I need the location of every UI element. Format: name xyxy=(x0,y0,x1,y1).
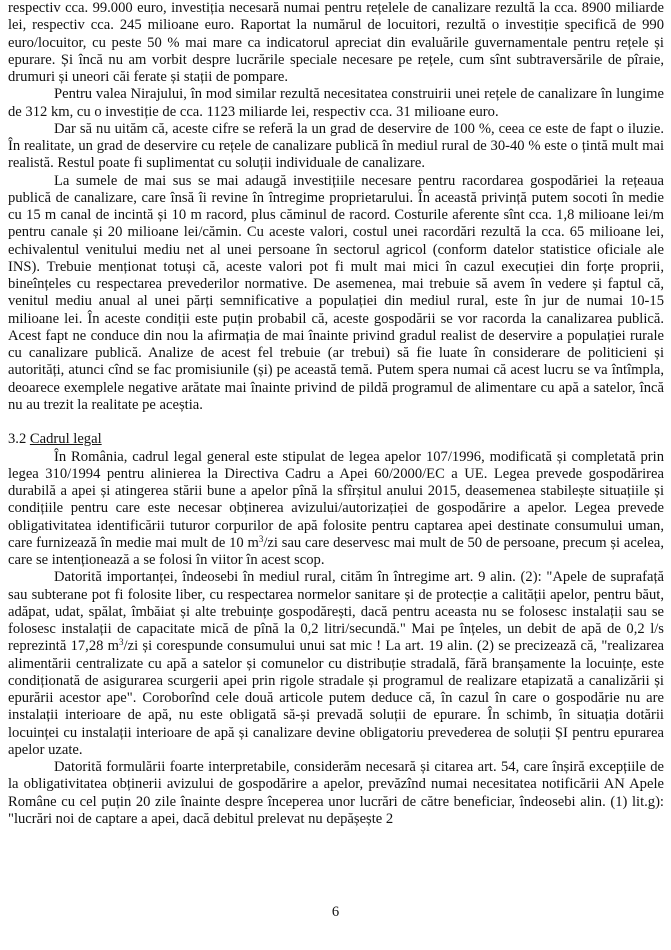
superscript: 3 xyxy=(258,533,264,544)
paragraph-niraj-valley: Pentru valea Nirajului, în mod similar rezultă necesitatea construirii unei rețele de canalizare în lungime de 312 km, cu o investiție de cca. 1123 miliarde lei, respectiv cca. 31 milioane euro. xyxy=(8,86,664,120)
paragraph-legal-framework xyxy=(8,449,664,570)
page-number: 6 xyxy=(331,904,340,920)
superscript: 3 xyxy=(119,637,124,648)
paragraph-article-9 xyxy=(8,569,664,759)
article-text-part: /zi și corespunde consumului unui sat mic ! La art. 19 alin. (2) se precizează că, "realizarea alimentării centralizate cu apă a satelor și comunelor cu distribuție stradală, fără branșamente la locuințe, este condiționată de asigurarea scurgerii apei prin rigole stradale și programul de realizare etapizată a canalizării și epurării acestor ape". Coroborînd cele două articole putem deduce că, în cazul în care o gospodărie nu are instalații interioare de apă, nu este obligată să-și prevadă soluții de epurare. În schimb, în situația dotării locuinței cu instalații interioare de apă și canalizare devine obligatoriu prevederea de soluții ȘI pentru epurarea apelor uzate. xyxy=(8,638,664,758)
article-text-part: Datorită importanței, îndeosebi în mediul rural, cităm în întregime art. 9 alin. (2): "Apele de suprafață sau subterane pot fi folosite liber, cu respectarea normelor sanitare și de protecție a calității apelor, pentru băut, adăpat, udat, spălat, îmbăiat și alte trebuințe gospodărești, dacă pentru aceasta nu se folosesc instalații sau se folosesc instalații de capacitate mică de pînă la 0,2 litri/secundă." Mai pe înțeles, un debit de apă de 0,2 l/s reprezintă 17,28 m xyxy=(8,569,664,655)
legal-text-part: /zi sau care deservesc mai mult de 50 de persoane, precum și acelea, care se intenționează a se folosi în viitor în acest scop. xyxy=(8,534,664,568)
document-page xyxy=(8,0,664,828)
paragraph-spacer xyxy=(8,414,664,431)
section-number: 3.2 xyxy=(8,431,27,448)
paragraph-household-connection: La sumele de mai sus se mai adaugă investițiile necesare pentru racordarea gospodăriei la rețeaua publică de canalizare, care însă îi revine în întregime proprietarului. În această privință putem socoti în medie cu 15 m canal de incintă și 10 m racord, plus căminul de racord. Costurile aferente sînt cca. 1,8 milioane lei/m pentru canale și 20 milioane lei/cămin. Cu aceste valori, costul unei racordări rezultă la cca. 65 milioane lei, echivalentul venitului mediu net al unei persoane în sectorul agricol (conform datelor statistice oficiale ale INS). Trebuie menționat totuși că, aceste valori pot fi mult mai mici în cazul execuției din forțe proprii, bineînțeles cu respectarea prevederilor normative. De asemenea, mai trebuie să avem în vedere și faptul că, venitul mediu anual al unei părți semnificative a populației din mediul rural, este în jur de numai 10-15 milioane lei. În aceste condiții este puțin probabil că, aceste gospodării se vor racorda la canalizarea publică. Acest fapt ne conduce din nou la afirmația de mai înainte privind gradul realist de deservire a populației rurale cu canalizare publică. Analize de acest fel trebuie (ar trebui) să fie luate în considerare de politicieni și autorități, atunci cînd se fac promisiunile (și) pe această temă. Putem spera numai că acest lucru se va întîmpla, deoarece exemplele negative arătate mai înainte privind de pildă programul de alimentare cu apă a satelor, încă nu au trezit la realitate pe aceștia. xyxy=(8,172,664,413)
paragraph-service-degree: Dar să nu uităm că, aceste cifre se referă la un grad de deservire de 100 %, ceea ce este de fapt o iluzie. În realitate, un grad de deservire cu rețele de canalizare publică în mediul rural de 30-40 % este o țintă mult mai realistă. Restul poate fi suplimentat cu soluții individuale de canalizare. xyxy=(8,120,664,172)
section-title: Cadrul legal xyxy=(29,431,102,448)
legal-text-part: În România, cadrul legal general este stipulat de legea apelor 107/1996, modificată și completată prin legea 310/1994 pentru alinierea la Directiva Cadru a Apei 60/2000/EC a UE. Legea prevede gospodărirea durabilă a apei și atingerea stării bune a apelor pînă la sfîrșitul anului 2015, deasemenea stabilește situațiile și condițiile pentru care este necesar obținerea avizului/autorizației de gospodărire a apelor. Legea prevede obligativitatea identificării tuturor corpurilor de apă folosite pentru captarea apei destinate consumului uman, care furnizează în medie mai mult de 10 m xyxy=(8,448,664,551)
paragraph-article-54: Datorită formulării foarte interpretabile, considerăm necesară și citarea art. 54, care înșiră excepțiile de la obligativitatea obținerii avizului de gospodărire a apelor, prevăzînd numai necesitatea notificării AN Apele Române cu cel puțin 20 zile înainte despre începerea unor lucrări de către beneficiar, îndeosebi alin. (1) lit.g): "lucrări noi de captare a apei, dacă debitul prelevat nu depășește 2 xyxy=(8,759,664,827)
paragraph-investment-cost: respectiv cca. 99.000 euro, investiția necesară numai pentru rețelele de canalizare rezultă la cca. 8900 miliarde lei, respectiv cca. 245 milioane euro. Raportat la numărul de locuitori, rezultă o investiție specifică de 990 euro/locuitor, cu peste 50 % mai mare ca indicatorul apreciat din evaluările guvernamentale pentru rețele și epurare. Și încă nu am vorbit despre lucrările speciale necesare pe rețele, cum sînt subtraversările de pîraie, drumuri și uneori căi ferate și stații de pompare. xyxy=(8,0,664,85)
section-heading xyxy=(8,431,664,448)
